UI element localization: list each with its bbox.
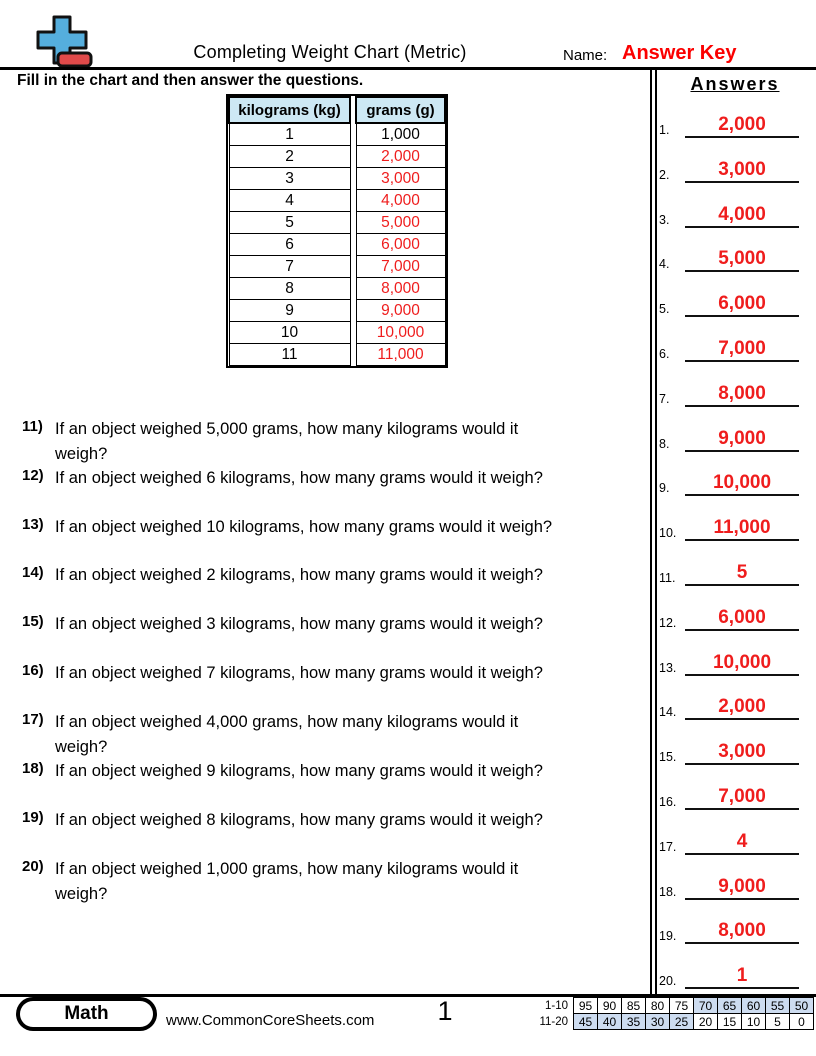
table-header-kilograms: kilograms (kg): [229, 97, 350, 123]
grams-cell-answer: 6,000: [356, 234, 445, 256]
page-number: 1: [437, 996, 453, 1026]
kg-cell: 6: [229, 234, 350, 256]
score-grid: [532, 997, 814, 1030]
question-item: [22, 710, 518, 760]
question-item: [22, 857, 518, 907]
grams-cell-answer: 9,000: [356, 300, 445, 322]
grams-cell-answer: 8,000: [356, 278, 445, 300]
answer-number: 3.: [659, 213, 670, 227]
score-cell: 80: [646, 998, 670, 1014]
question-item: [22, 612, 543, 637]
score-row: [532, 998, 814, 1014]
instruction-text: Fill in the chart and then answer the questions.: [17, 72, 364, 89]
question-number: 18): [22, 760, 44, 777]
name-label: Name:: [563, 47, 608, 64]
table-header-grams: grams (g): [356, 97, 445, 123]
answer-value: 1: [685, 966, 799, 989]
score-row-label: 11-20: [539, 1015, 568, 1028]
grams-cell-answer: 10,000: [356, 322, 445, 344]
answer-item: [659, 201, 799, 228]
question-text: If an object weighed 9 kilograms, how many grams would it weigh?: [55, 762, 543, 780]
answer-item: [659, 962, 799, 989]
score-cell: 65: [718, 998, 742, 1014]
answer-key-text: Answer Key: [622, 42, 737, 64]
answer-item: [659, 917, 799, 944]
answer-item: [659, 559, 799, 586]
answer-number: 7.: [659, 392, 670, 406]
score-cell: 90: [598, 998, 622, 1014]
table-row: [356, 344, 445, 366]
question-item: [22, 466, 543, 491]
question-number: 14): [22, 564, 44, 581]
answer-item: [659, 873, 799, 900]
kg-cell: 3: [229, 168, 350, 190]
question-text: If an object weighed 8 kilograms, how many grams would it weigh?: [55, 811, 543, 829]
table-row: [356, 168, 445, 190]
kg-cell: 5: [229, 212, 350, 234]
grams-cell: 1,000: [356, 123, 445, 146]
answer-value: 2,000: [685, 115, 799, 138]
table-row: [229, 344, 350, 366]
score-cell: 30: [646, 1014, 670, 1030]
question-number: 15): [22, 613, 44, 630]
grams-cell-answer: 4,000: [356, 190, 445, 212]
table-row: [229, 212, 350, 234]
table-row: [356, 256, 445, 278]
answer-item: [659, 156, 799, 183]
answer-item: [659, 425, 799, 452]
table-row: [229, 322, 350, 344]
question-item: [22, 661, 543, 686]
answer-item: [659, 290, 799, 317]
table-row: [229, 190, 350, 212]
score-cell: 45: [574, 1014, 598, 1030]
table-row: [356, 234, 445, 256]
answer-item: [659, 828, 799, 855]
question-number: 19): [22, 809, 44, 826]
answer-value: 4,000: [685, 205, 799, 228]
grams-cell-answer: 11,000: [356, 344, 445, 366]
answer-number: 15.: [659, 750, 677, 764]
header-rule: [0, 67, 816, 70]
answer-number: 14.: [659, 705, 677, 719]
answer-value: 6,000: [685, 608, 799, 631]
kg-cell: 4: [229, 190, 350, 212]
score-cell: 95: [574, 998, 598, 1014]
grams-cell-answer: 5,000: [356, 212, 445, 234]
answer-number: 20.: [659, 974, 677, 988]
answer-value: 5: [685, 563, 799, 586]
math-badge-label: Math: [20, 1001, 153, 1027]
score-row: [532, 1014, 814, 1030]
answer-number: 2.: [659, 168, 670, 182]
answer-value: 11,000: [685, 518, 799, 541]
answer-number: 10.: [659, 526, 677, 540]
table-row: [229, 256, 350, 278]
answer-number: 9.: [659, 481, 670, 495]
answer-number: 16.: [659, 795, 677, 809]
score-cell: 25: [670, 1014, 694, 1030]
answer-item: [659, 649, 799, 676]
grams-cell-answer: 3,000: [356, 168, 445, 190]
kg-cell: 10: [229, 322, 350, 344]
score-row-label: 1-10: [544, 999, 568, 1012]
answer-item: [659, 469, 799, 496]
answer-value: 9,000: [685, 877, 799, 900]
kg-cell: 9: [229, 300, 350, 322]
question-number: 12): [22, 467, 44, 484]
answer-number: 6.: [659, 347, 670, 361]
answer-value: 6,000: [685, 294, 799, 317]
question-text: If an object weighed 4,000 grams, how many kilograms would it weigh?: [55, 713, 519, 756]
table-row: [229, 168, 350, 190]
question-number: 20): [22, 858, 44, 875]
answer-item: [659, 245, 799, 272]
kilograms-column: [228, 96, 351, 366]
website-text: www.CommonCoreSheets.com: [166, 1012, 375, 1029]
answer-number: 1.: [659, 123, 670, 137]
answer-number: 5.: [659, 302, 670, 316]
table-row: [229, 123, 350, 146]
kg-cell: 11: [229, 344, 350, 366]
score-cell: 40: [598, 1014, 622, 1030]
weight-table: [226, 94, 448, 368]
question-number: 13): [22, 516, 44, 533]
score-cell: 0: [790, 1014, 814, 1030]
score-cell: 20: [694, 1014, 718, 1030]
answers-divider: [650, 70, 657, 995]
math-plus-minus-logo-icon: [33, 14, 97, 70]
answer-value: 3,000: [685, 160, 799, 183]
answer-value: 7,000: [685, 787, 799, 810]
score-cell: 85: [622, 998, 646, 1014]
kg-cell: 7: [229, 256, 350, 278]
table-row: [356, 300, 445, 322]
question-text: If an object weighed 2 kilograms, how many grams would it weigh?: [55, 566, 543, 584]
answer-value: 4: [685, 832, 799, 855]
answer-number: 4.: [659, 257, 670, 271]
answer-item: [659, 514, 799, 541]
grams-cell-answer: 7,000: [356, 256, 445, 278]
question-text: If an object weighed 3 kilograms, how many grams would it weigh?: [55, 615, 543, 633]
answer-number: 17.: [659, 840, 677, 854]
question-number: 17): [22, 711, 44, 728]
answer-item: [659, 335, 799, 362]
question-number: 11): [22, 418, 43, 435]
answers-heading: Answers: [690, 74, 780, 94]
table-row: [356, 123, 445, 146]
answer-value: 3,000: [685, 742, 799, 765]
table-row: [356, 278, 445, 300]
question-text: If an object weighed 5,000 grams, how many kilograms would it weigh?: [55, 420, 519, 463]
grams-cell-answer: 2,000: [356, 146, 445, 168]
table-row: [356, 212, 445, 234]
grams-column: [355, 96, 446, 366]
score-cell: 70: [694, 998, 718, 1014]
math-badge: [16, 997, 157, 1031]
table-row: [229, 234, 350, 256]
answer-number: 8.: [659, 437, 670, 451]
question-number: 16): [22, 662, 44, 679]
kg-cell: 8: [229, 278, 350, 300]
answer-number: 12.: [659, 616, 677, 630]
question-item: [22, 808, 543, 833]
answer-item: [659, 738, 799, 765]
kg-cell: 2: [229, 146, 350, 168]
score-cell: 60: [742, 998, 766, 1014]
answer-item: [659, 380, 799, 407]
answer-value: 8,000: [685, 921, 799, 944]
answer-value: 9,000: [685, 429, 799, 452]
score-cell: 55: [766, 998, 790, 1014]
score-cell: 5: [766, 1014, 790, 1030]
answer-item: [659, 111, 799, 138]
answer-value: 5,000: [685, 249, 799, 272]
score-cell: 10: [742, 1014, 766, 1030]
question-text: If an object weighed 7 kilograms, how many grams would it weigh?: [55, 664, 543, 682]
answer-item: [659, 783, 799, 810]
table-row: [356, 322, 445, 344]
score-cell: 15: [718, 1014, 742, 1030]
table-row: [356, 146, 445, 168]
answer-number: 11.: [659, 571, 676, 585]
question-text: If an object weighed 10 kilograms, how many grams would it weigh?: [55, 518, 553, 536]
kg-cell: 1: [229, 123, 350, 146]
question-item: [22, 515, 552, 540]
answer-number: 19.: [659, 929, 677, 943]
answer-value: 10,000: [685, 653, 799, 676]
answer-item: [659, 693, 799, 720]
answer-number: 13.: [659, 661, 677, 675]
table-row: [356, 190, 445, 212]
score-cell: 35: [622, 1014, 646, 1030]
answer-number: 18.: [659, 885, 677, 899]
page-title: Completing Weight Chart (Metric): [193, 42, 467, 62]
answer-value: 7,000: [685, 339, 799, 362]
question-item: [22, 759, 543, 784]
answer-value: 8,000: [685, 384, 799, 407]
table-row: [229, 278, 350, 300]
question-text: If an object weighed 6 kilograms, how many grams would it weigh?: [55, 469, 543, 487]
answer-value: 10,000: [685, 473, 799, 496]
question-text: If an object weighed 1,000 grams, how many kilograms would it weigh?: [55, 860, 519, 903]
answer-value: 2,000: [685, 697, 799, 720]
answer-item: [659, 604, 799, 631]
score-cell: 75: [670, 998, 694, 1014]
question-item: [22, 563, 543, 588]
question-item: [22, 417, 518, 467]
score-cell: 50: [790, 998, 814, 1014]
table-row: [229, 146, 350, 168]
table-row: [229, 300, 350, 322]
